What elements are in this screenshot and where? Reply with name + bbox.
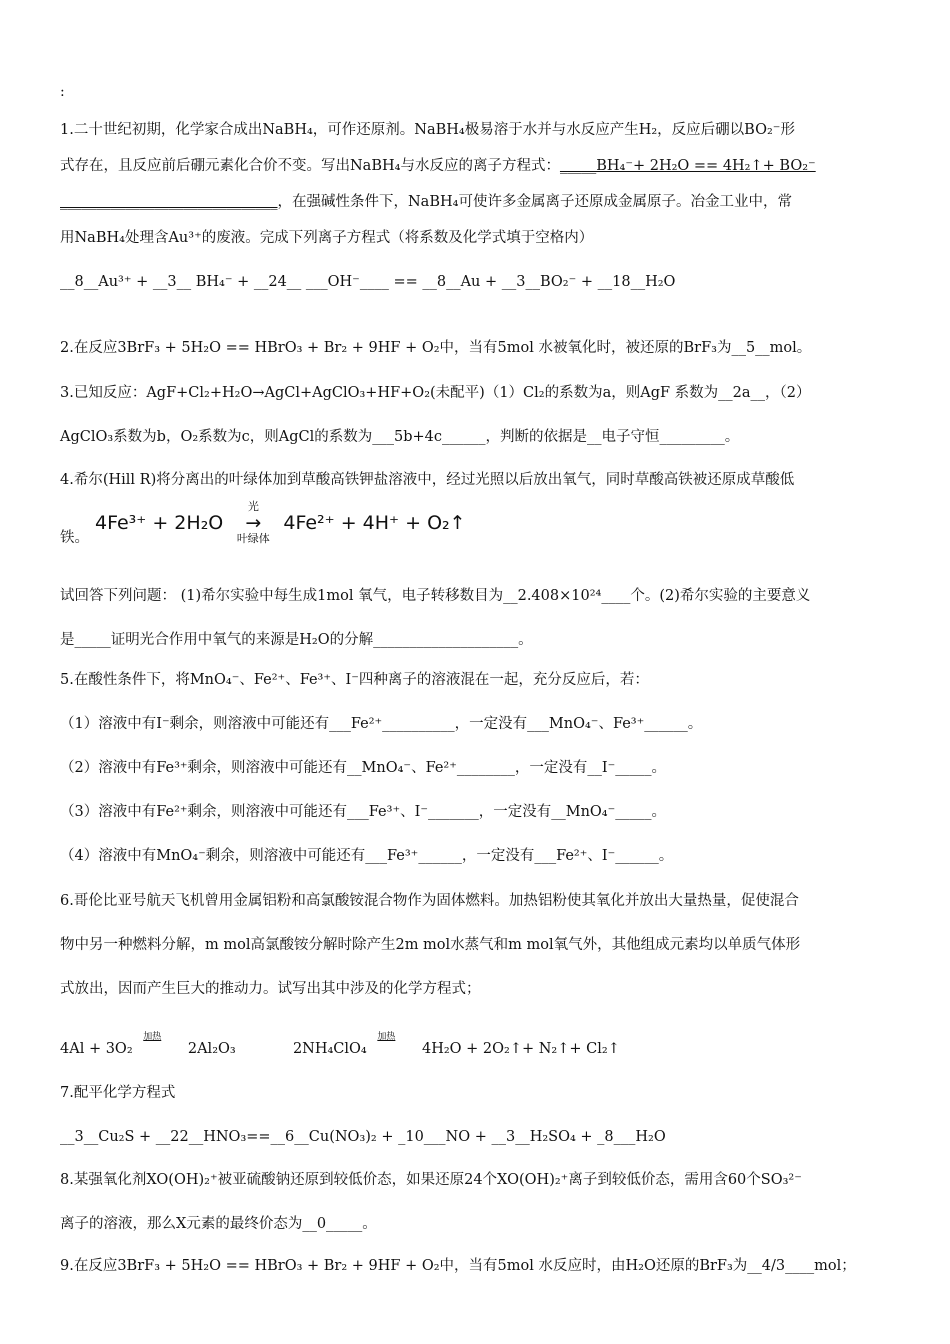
q9-line: 9.在反应3BrF₃ + 5H₂O == HBrO₃ + Br₂ + 9HF + O₂中，当有5mol 水反应时，由H₂O还原的BrF₃为__4/3____mol； — [60, 1258, 856, 1274]
question-4-answers — [60, 578, 908, 658]
q3-line-1: 3.已知反应：AgF+Cl₂+H₂O→AgCl+AgClO₃+HF+O₂(未配平)（1）Cl₂的系数为a，则AgF 系数为__2a__，（2） — [60, 385, 811, 401]
q2-line: 2.在反应3BrF₃ + 5H₂O == HBrO₃ + Br₂ + 9HF + O₂中，当有5mol 水被氧化时，被还原的BrF₃为__5__mol。 — [60, 340, 812, 356]
q1-au-equation: __8__Au³⁺ + __3__ BH₄⁻ + __24__ ___OH⁻____ == __8__Au + __3__BO₂⁻ + __18__H₂O — [60, 274, 676, 290]
eq1-condition — [137, 1031, 183, 1067]
q6-line-3: 式放出，因而产生巨大的推动力。试写出其中涉及的化学方程式； — [60, 981, 481, 997]
question-2 — [60, 330, 908, 366]
q4-line-1: 4.希尔(Hill R)将分离出的叶绿体加到草酸高铁钾盐溶液中，经过光照以后放出氧气，同时草酸高铁被还原成草酸低 — [60, 472, 795, 488]
eq-left: 4Fe³⁺ + 2H₂O — [95, 512, 224, 534]
question-6 — [60, 883, 908, 1067]
q4-line-2: 铁。 — [60, 530, 89, 546]
eq-right: 4Fe²⁺ + 4H⁺ + O₂↑ — [283, 512, 466, 534]
q6-line-1: 6.哥伦比亚号航天飞机曾用金属铝粉和高氯酸铵混合物作为固体燃料。加热铝粉使其氧化并放出大量热量，促使混合 — [60, 893, 799, 909]
q5-sub-1: （1）溶液中有I⁻剩余，则溶液中可能还有___Fe²⁺__________，一定没有___MnO₄⁻、Fe³⁺______。 — [60, 716, 703, 732]
question-4 — [60, 462, 908, 556]
eq1-left: 4Al + 3O₂ — [60, 1041, 133, 1057]
q5-line-1: 5.在酸性条件下，将MnO₄⁻、Fe²⁺、Fe³⁺、I⁻四种离子的溶液混在一起，充分反应后，若： — [60, 672, 649, 688]
eq2-right: 4H₂O + 2O₂↑+ N₂↑+ Cl₂↑ — [421, 1041, 620, 1057]
q8-line-2: 离子的溶液，那么X元素的最终价态为__0_____。 — [60, 1216, 377, 1232]
eq2-condition-text: 加热 — [377, 1032, 396, 1042]
q1-line-2-text: 式存在，且反应前后硼元素化合价不变。写出NaBH₄与水反应的离子方程式： — [60, 158, 560, 174]
q6-line-2: 物中另一种燃料分解，m mol高氯酸铵分解时除产生2m mol水蒸气和m mol氧气外，其他组成元素均以单质气体形 — [60, 937, 801, 953]
q1-line-3-text: ，在强碱性条件下，NaBH₄可使许多金属离子还原成金属原子。冶金工业中，常 — [277, 194, 792, 210]
q1-line-3 — [60, 184, 908, 220]
eq1-right: 2Al₂O₃ — [187, 1041, 236, 1057]
q1-line-2 — [60, 148, 908, 184]
q4-line-4: 是_____证明光合作用中氧气的来源是H₂O的分解____________________。 — [60, 632, 533, 648]
q6-equations — [60, 1031, 908, 1067]
eq-arrow-condition-bottom: 叶绿体 — [236, 532, 270, 545]
q1-line-1: 1.二十世纪初期，化学家合成出NaBH₄，可作还原剂。NaBH₄极易溶于水并与水反应产生H₂，反应后硼以BO₂⁻形 — [60, 122, 795, 138]
q1-line-4: 用NaBH₄处理含Au³⁺的废液。完成下列离子方程式（将系数及化学式填于空格内） — [60, 230, 594, 246]
eq2-left: 2NH₄ClO₄ — [292, 1041, 367, 1057]
question-8 — [60, 1162, 908, 1242]
photosynthesis-equation — [95, 500, 466, 545]
q7-line-2: __3__Cu₂S + __22__HNO₃==__6__Cu(NO₃)₂ + _10___NO + __3__H₂SO₄ + _8___H₂O — [60, 1129, 666, 1145]
question-7 — [60, 1075, 908, 1155]
q5-sub-2: （2）溶液中有Fe³⁺剩余，则溶液中可能还有__MnO₄⁻、Fe²⁺________，一定没有__I⁻_____。 — [60, 760, 667, 776]
eq2-condition — [371, 1031, 417, 1067]
question-5 — [60, 662, 908, 874]
q1-answer-equation: _____BH₄⁻+ 2H₂O == 4H₂↑+ BO₂⁻ — [559, 158, 816, 174]
q5-sub-3: （3）溶液中有Fe²⁺剩余，则溶液中可能还有___Fe³⁺、I⁻_______，一定没有__MnO₄⁻_____。 — [60, 804, 667, 820]
q1-answer-blank: ______________________________ — [60, 194, 278, 210]
q4-line-3: 试回答下列问题： (1)希尔实验中每生成1mol 氧气，电子转移数目为__2.408×10²⁴____个。(2)希尔实验的主要意义 — [60, 588, 811, 604]
page-mark: : — [60, 84, 65, 100]
q8-line-1: 8.某强氧化剂XO(OH)₂⁺被亚硫酸钠还原到较低价态，如果还原24个XO(OH)₂⁺离子到较低价态，需用含60个SO₃²⁻ — [60, 1172, 802, 1188]
question-1 — [60, 112, 908, 300]
eq-arrow: 光 → 叶绿体 — [229, 512, 277, 534]
q7-line-1: 7.配平化学方程式 — [60, 1085, 176, 1101]
q5-sub-4: （4）溶液中有MnO₄⁻剩余，则溶液中可能还有___Fe³⁺______，一定没有___Fe²⁺、I⁻______。 — [60, 848, 674, 864]
q3-line-2: AgClO₃系数为b，O₂系数为c，则AgCl的系数为___5b+4c______，判断的依据是__电子守恒_________。 — [60, 429, 740, 445]
eq1-condition-text: 加热 — [143, 1032, 162, 1042]
question-3 — [60, 375, 908, 455]
eq-arrow-condition-top: 光 — [247, 500, 259, 513]
question-9 — [60, 1248, 908, 1284]
